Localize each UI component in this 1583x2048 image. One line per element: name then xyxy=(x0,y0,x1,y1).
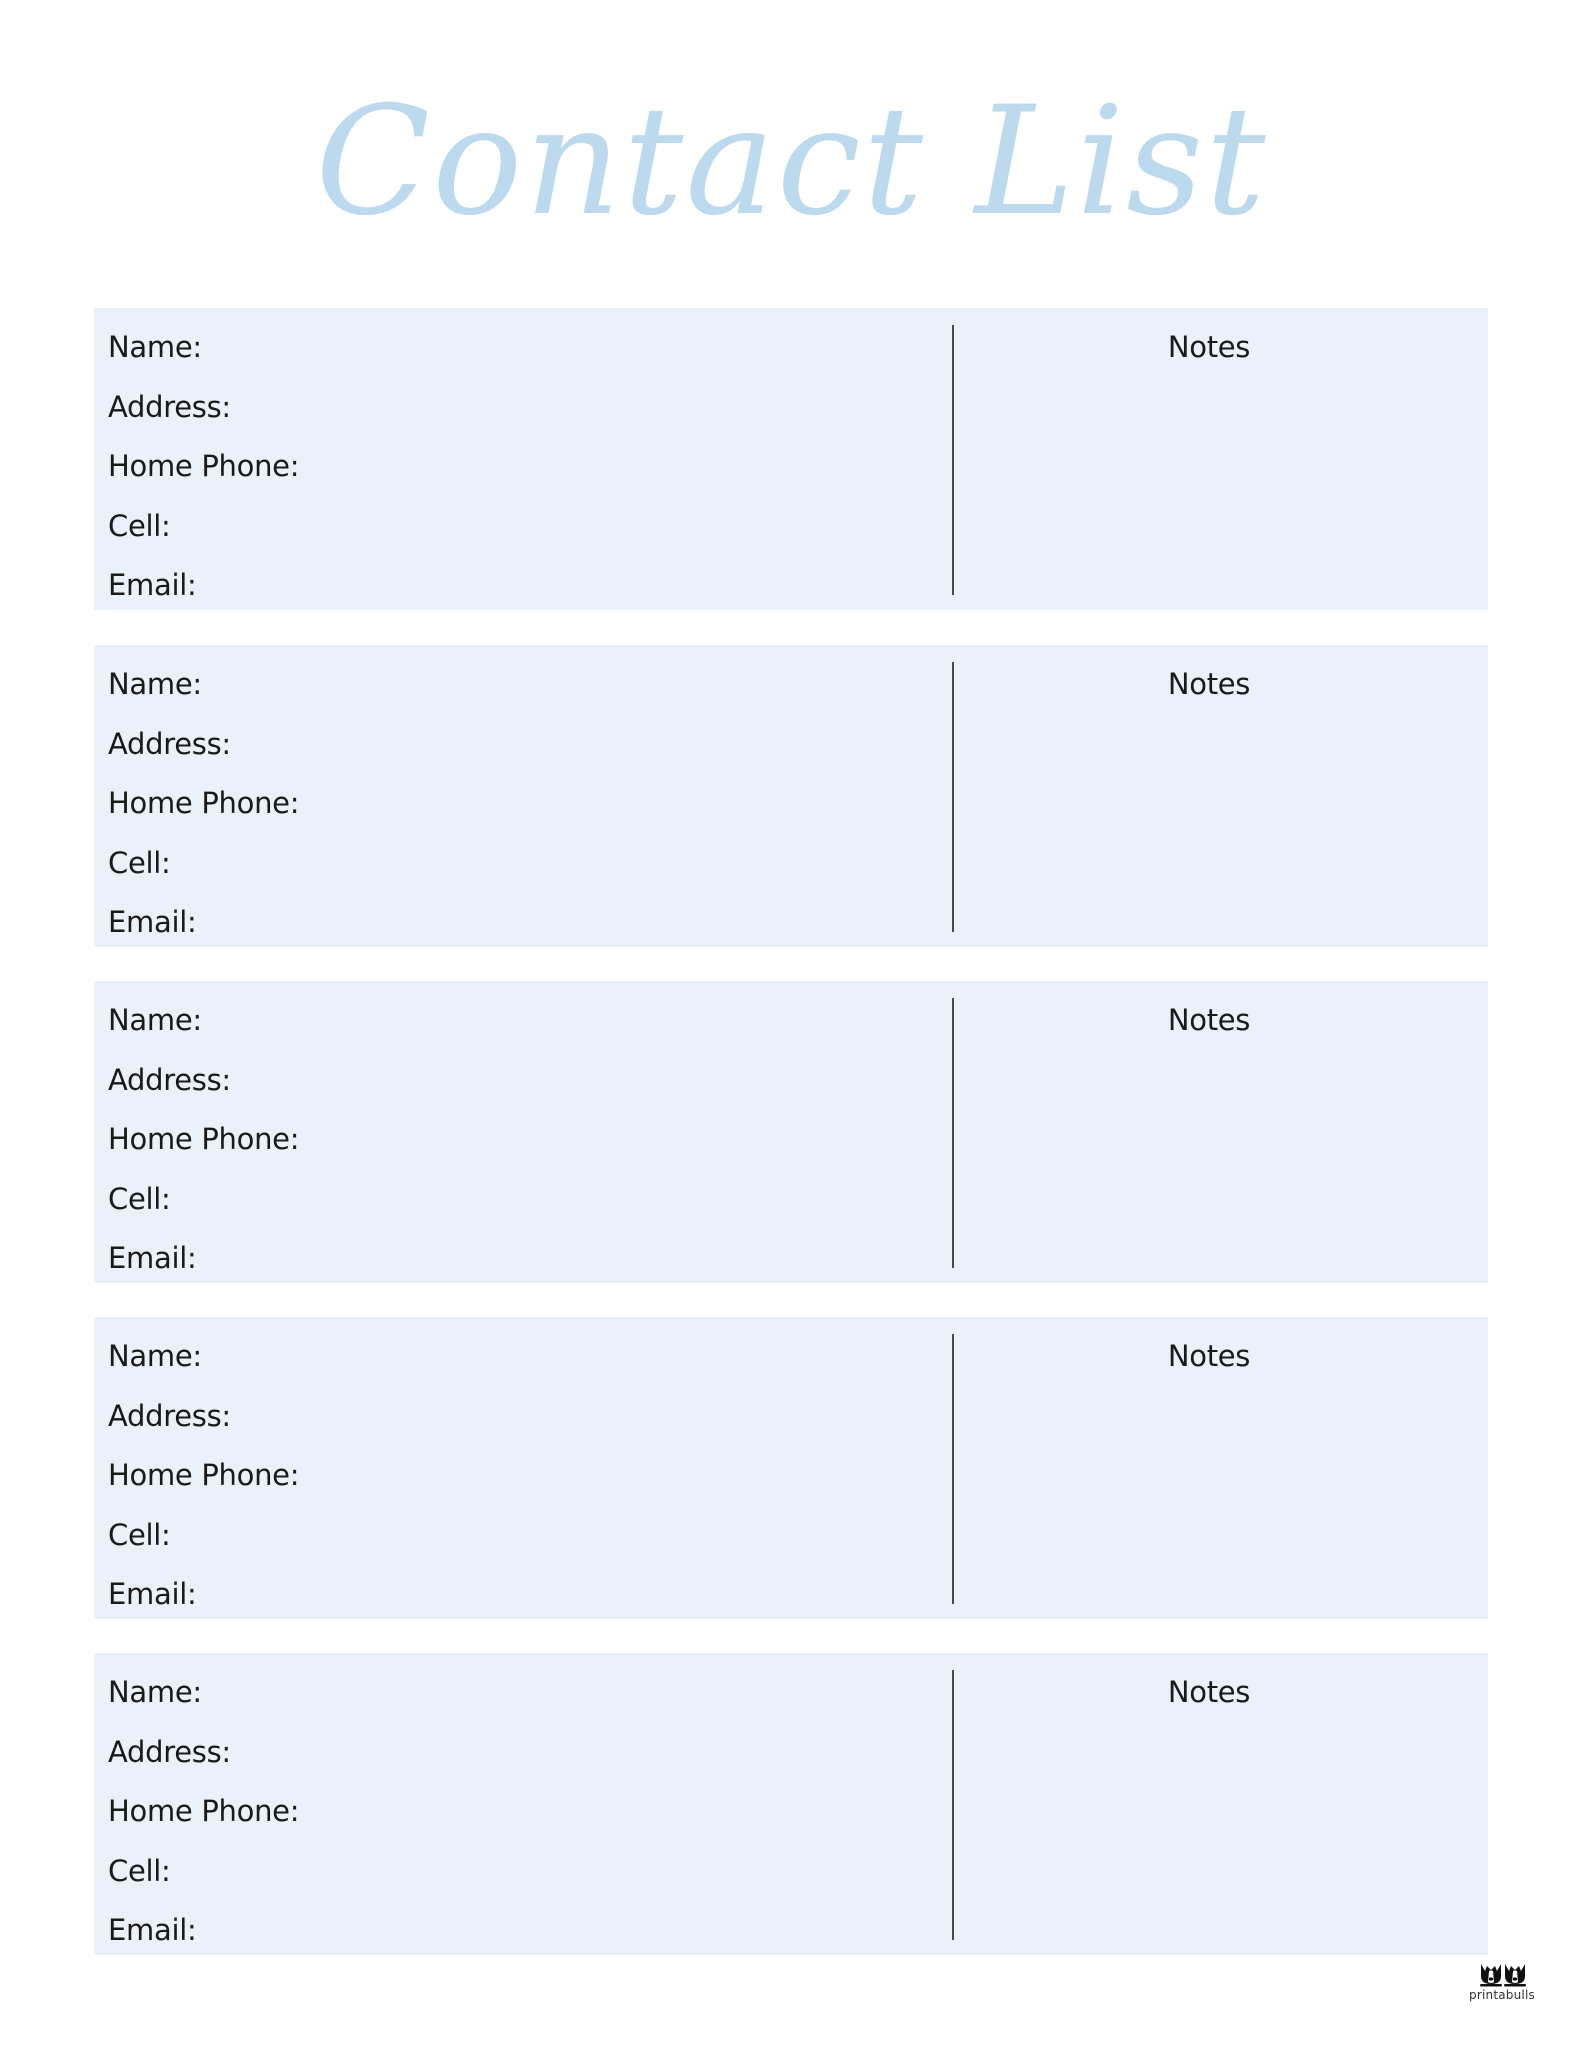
contact-fields xyxy=(108,1663,928,1961)
address-field-label[interactable]: Address: xyxy=(108,1734,231,1769)
contact-fields xyxy=(108,991,928,1289)
notes-area[interactable] xyxy=(956,1051,1488,1271)
notes-area[interactable] xyxy=(956,378,1488,598)
address-field-label[interactable]: Address: xyxy=(108,389,231,424)
address-field-label[interactable]: Address: xyxy=(108,726,231,761)
notes-area[interactable] xyxy=(956,1387,1488,1607)
email-field-label[interactable]: Email: xyxy=(108,568,197,602)
name-field-label[interactable]: Name: xyxy=(108,330,202,364)
cell-field-label[interactable]: Cell: xyxy=(108,1517,171,1552)
cell-field-label[interactable]: Cell: xyxy=(108,1181,171,1216)
contact-fields xyxy=(108,655,928,953)
home-phone-field-label[interactable]: Home Phone: xyxy=(108,1794,300,1828)
address-field-label[interactable]: Address: xyxy=(108,1398,231,1433)
contact-card-3 xyxy=(94,981,1488,1283)
home-phone-field-label[interactable]: Home Phone: xyxy=(108,1122,300,1156)
contact-card-5 xyxy=(94,1653,1488,1955)
home-phone-field-label[interactable]: Home Phone: xyxy=(108,449,300,483)
page-title: Contact List xyxy=(315,75,1268,249)
cell-field-label[interactable]: Cell: xyxy=(108,845,171,880)
printabulls-logo xyxy=(1462,1962,1542,2006)
home-phone-field-label[interactable]: Home Phone: xyxy=(108,786,300,820)
contact-fields xyxy=(108,1327,928,1625)
logo-text: printabulls xyxy=(1469,1988,1535,2002)
home-phone-field-label[interactable]: Home Phone: xyxy=(108,1458,300,1492)
email-field-label[interactable]: Email: xyxy=(108,905,197,939)
contact-card-4 xyxy=(94,1317,1488,1619)
notes-area[interactable] xyxy=(956,1723,1488,1943)
name-field-label[interactable]: Name: xyxy=(108,1003,202,1037)
name-field-label[interactable]: Name: xyxy=(108,667,202,701)
notes-heading: Notes xyxy=(1167,330,1251,364)
cell-field-label[interactable]: Cell: xyxy=(108,1853,171,1888)
notes-heading: Notes xyxy=(1167,1339,1251,1373)
name-field-label[interactable]: Name: xyxy=(108,1339,202,1373)
contact-fields xyxy=(108,318,928,616)
email-field-label[interactable]: Email: xyxy=(108,1241,197,1275)
name-field-label[interactable]: Name: xyxy=(108,1675,202,1709)
email-field-label[interactable]: Email: xyxy=(108,1913,197,1947)
notes-heading: Notes xyxy=(1167,667,1251,701)
email-field-label[interactable]: Email: xyxy=(108,1577,197,1611)
contact-card-2 xyxy=(94,645,1488,947)
notes-heading: Notes xyxy=(1167,1675,1251,1709)
cell-field-label[interactable]: Cell: xyxy=(108,508,171,543)
notes-area[interactable] xyxy=(956,715,1488,935)
bulldogs-logo-icon xyxy=(1478,1962,1528,1988)
address-field-label[interactable]: Address: xyxy=(108,1062,231,1097)
notes-heading: Notes xyxy=(1167,1003,1251,1037)
contact-card-1 xyxy=(94,308,1488,610)
